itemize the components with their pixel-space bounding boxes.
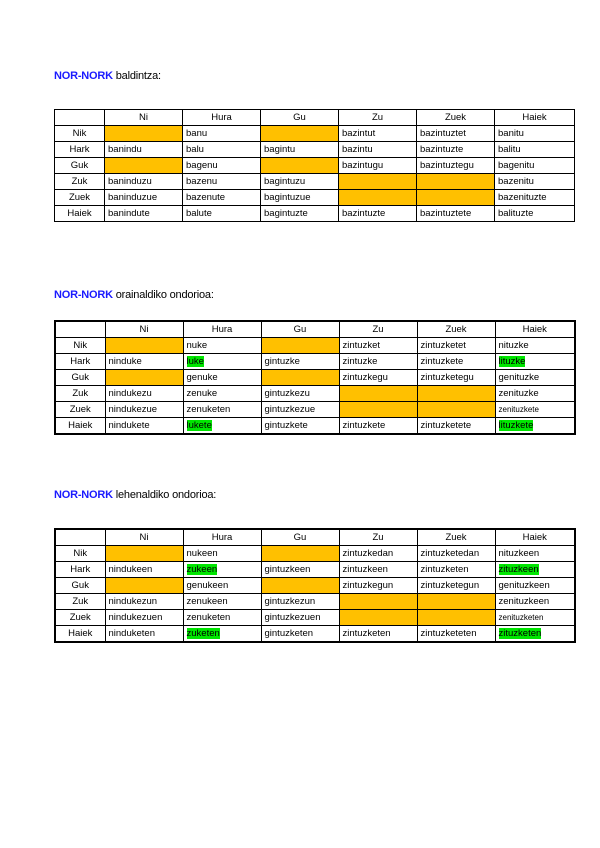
table-cell: zintuzkegun bbox=[339, 578, 417, 594]
table-cell: zintuzketedan bbox=[417, 546, 495, 562]
table-cell: bazenitu bbox=[495, 174, 575, 190]
table-cell: nindukezue bbox=[105, 402, 183, 418]
table-cell bbox=[339, 386, 417, 402]
highlighted-form: lituzkete bbox=[498, 419, 534, 431]
header-cell: Ni bbox=[105, 321, 183, 338]
table-cell: bazintuzte bbox=[417, 142, 495, 158]
table-cell: banitu bbox=[495, 126, 575, 142]
table-cell: bagintuzue bbox=[261, 190, 339, 206]
table-cell bbox=[105, 578, 183, 594]
table-cell: gintuzke bbox=[261, 354, 339, 370]
row-header: Hark bbox=[55, 562, 105, 578]
row-header: Hark bbox=[55, 354, 105, 370]
header-cell: Zuek bbox=[417, 321, 495, 338]
table-cell: banindu bbox=[105, 142, 183, 158]
table-cell: bagenu bbox=[183, 158, 261, 174]
table-cell: zenituzke bbox=[495, 386, 575, 402]
table-cell bbox=[495, 354, 575, 370]
conjugation-table-lehenaldiko bbox=[54, 528, 576, 643]
table-cell: bazenu bbox=[183, 174, 261, 190]
table-cell bbox=[339, 402, 417, 418]
table-cell bbox=[417, 386, 495, 402]
table-cell: gintuzkete bbox=[261, 418, 339, 435]
header-cell bbox=[55, 321, 105, 338]
table-cell: ninduketen bbox=[105, 626, 183, 643]
table-cell bbox=[339, 610, 417, 626]
section-title-text: lehenaldiko ondorioa: bbox=[112, 489, 217, 501]
table-cell: gintuzkezun bbox=[261, 594, 339, 610]
table-cell: zenituzkete bbox=[495, 402, 575, 418]
table-cell: bazintugu bbox=[339, 158, 417, 174]
table-cell bbox=[339, 594, 417, 610]
table-cell bbox=[183, 418, 261, 435]
section-title-text: orainaldiko ondorioa: bbox=[112, 289, 214, 301]
table-cell: zintuzketegu bbox=[417, 370, 495, 386]
header-cell: Haiek bbox=[495, 321, 575, 338]
row-header: Haiek bbox=[55, 626, 105, 643]
table-row bbox=[55, 578, 575, 594]
row-header: Zuek bbox=[55, 610, 105, 626]
header-cell: Zuek bbox=[417, 110, 495, 126]
section-keyword: NOR-NORK bbox=[54, 489, 113, 501]
table-cell: zintuzketen bbox=[339, 626, 417, 643]
table-row bbox=[55, 142, 575, 158]
table-cell bbox=[417, 190, 495, 206]
table-cell bbox=[261, 546, 339, 562]
row-header: Guk bbox=[55, 578, 105, 594]
table-cell: ninduke bbox=[105, 354, 183, 370]
table-cell: zintuzketete bbox=[417, 418, 495, 435]
table-cell: gintuzketen bbox=[261, 626, 339, 643]
highlighted-form: zituzketen bbox=[498, 627, 542, 639]
table-cell bbox=[417, 402, 495, 418]
table-cell: gintuzkezuen bbox=[261, 610, 339, 626]
row-header: Nik bbox=[55, 338, 105, 354]
highlighted-form: lukete bbox=[186, 419, 212, 431]
table-cell: balute bbox=[183, 206, 261, 222]
table-row bbox=[55, 562, 575, 578]
table-cell bbox=[261, 158, 339, 174]
header-cell: Ni bbox=[105, 110, 183, 126]
table-row bbox=[55, 386, 575, 402]
table-cell: zintuzketet bbox=[417, 338, 495, 354]
table-cell: bazintut bbox=[339, 126, 417, 142]
row-header: Guk bbox=[55, 370, 105, 386]
highlighted-form: lituzke bbox=[498, 355, 526, 367]
header-cell: Ni bbox=[105, 529, 183, 546]
table-cell bbox=[339, 190, 417, 206]
table-cell: balituzte bbox=[495, 206, 575, 222]
table-cell: bagintuzte bbox=[261, 206, 339, 222]
section-keyword: NOR-NORK bbox=[54, 70, 113, 82]
table-cell: zenuketen bbox=[183, 610, 261, 626]
highlighted-form: luke bbox=[186, 355, 204, 367]
table-cell bbox=[261, 370, 339, 386]
table-cell: zintuzkete bbox=[417, 354, 495, 370]
section-title-text: baldintza: bbox=[112, 70, 161, 82]
row-header: Haiek bbox=[55, 206, 105, 222]
table-cell bbox=[261, 126, 339, 142]
table-cell bbox=[105, 546, 183, 562]
table-row bbox=[55, 418, 575, 435]
table-cell: zintuzketegun bbox=[417, 578, 495, 594]
table-header-row bbox=[55, 529, 575, 546]
table-cell bbox=[417, 610, 495, 626]
header-cell bbox=[55, 110, 105, 126]
conjugation-table-orainaldiko bbox=[54, 320, 576, 435]
table-cell: bazenituzte bbox=[495, 190, 575, 206]
table-cell: bazintuztet bbox=[417, 126, 495, 142]
table-cell: genituzke bbox=[495, 370, 575, 386]
table-cell: nukeen bbox=[183, 546, 261, 562]
table-header-row bbox=[55, 110, 575, 126]
table-cell: bagintu bbox=[261, 142, 339, 158]
table-row bbox=[55, 546, 575, 562]
header-cell: Gu bbox=[261, 321, 339, 338]
header-cell: Hura bbox=[183, 529, 261, 546]
table-cell: banindute bbox=[105, 206, 183, 222]
section-keyword: NOR-NORK bbox=[54, 289, 113, 301]
table-header-row bbox=[55, 321, 575, 338]
row-header: Nik bbox=[55, 126, 105, 142]
row-header: Haiek bbox=[55, 418, 105, 435]
table-row bbox=[55, 354, 575, 370]
table-cell: zintuzketeten bbox=[417, 626, 495, 643]
table-cell: balu bbox=[183, 142, 261, 158]
table-cell: bagenitu bbox=[495, 158, 575, 174]
table-cell bbox=[105, 158, 183, 174]
table-row bbox=[55, 402, 575, 418]
highlighted-form: zuketen bbox=[186, 627, 220, 639]
table-cell: bagintuzu bbox=[261, 174, 339, 190]
highlighted-form: zituzkeen bbox=[498, 563, 539, 575]
table-row bbox=[55, 610, 575, 626]
highlighted-form: zukeen bbox=[186, 563, 218, 575]
header-cell: Zu bbox=[339, 110, 417, 126]
table-cell: nindukete bbox=[105, 418, 183, 435]
header-cell: Hura bbox=[183, 110, 261, 126]
table-row bbox=[55, 370, 575, 386]
table-cell: banu bbox=[183, 126, 261, 142]
table-cell bbox=[339, 174, 417, 190]
header-cell: Haiek bbox=[495, 110, 575, 126]
table-cell: nindukeen bbox=[105, 562, 183, 578]
table-cell: genukeen bbox=[183, 578, 261, 594]
table-cell: zintuzkedan bbox=[339, 546, 417, 562]
row-header: Zuk bbox=[55, 174, 105, 190]
row-header: Zuk bbox=[55, 594, 105, 610]
table-cell: zintuzkete bbox=[339, 418, 417, 435]
row-header: Zuek bbox=[55, 402, 105, 418]
section-title-orainaldiko bbox=[54, 289, 214, 301]
table-cell: nindukezuen bbox=[105, 610, 183, 626]
table-cell: bazenute bbox=[183, 190, 261, 206]
header-cell: Hura bbox=[183, 321, 261, 338]
header-cell bbox=[55, 529, 105, 546]
table-cell: zintuzket bbox=[339, 338, 417, 354]
row-header: Hark bbox=[55, 142, 105, 158]
table-cell: zenituzketen bbox=[495, 610, 575, 626]
table-cell: zintuzketen bbox=[417, 562, 495, 578]
table-cell: nindukezu bbox=[105, 386, 183, 402]
header-cell: Zu bbox=[339, 529, 417, 546]
table-row bbox=[55, 190, 575, 206]
table-cell bbox=[261, 578, 339, 594]
table-row bbox=[55, 626, 575, 643]
table-cell: zintuzke bbox=[339, 354, 417, 370]
table-cell bbox=[183, 562, 261, 578]
section-title-baldintza bbox=[54, 70, 161, 82]
table-cell: zenuke bbox=[183, 386, 261, 402]
row-header: Zuk bbox=[55, 386, 105, 402]
table-row bbox=[55, 174, 575, 190]
table-cell bbox=[417, 594, 495, 610]
table-cell bbox=[417, 174, 495, 190]
row-header: Zuek bbox=[55, 190, 105, 206]
table-cell: bazintuzte bbox=[339, 206, 417, 222]
table-cell: nituzke bbox=[495, 338, 575, 354]
header-cell: Haiek bbox=[495, 529, 575, 546]
table-cell: balitu bbox=[495, 142, 575, 158]
header-cell: Gu bbox=[261, 529, 339, 546]
table-row bbox=[55, 338, 575, 354]
header-cell: Zuek bbox=[417, 529, 495, 546]
conjugation-table-baldintza bbox=[54, 109, 575, 222]
table-row bbox=[55, 594, 575, 610]
table-cell: baninduzu bbox=[105, 174, 183, 190]
table-cell: nuke bbox=[183, 338, 261, 354]
table-cell: bazintuztete bbox=[417, 206, 495, 222]
table-cell: gintuzkezu bbox=[261, 386, 339, 402]
table-cell: zintuzkegu bbox=[339, 370, 417, 386]
table-cell: genuke bbox=[183, 370, 261, 386]
row-header: Nik bbox=[55, 546, 105, 562]
table-cell: baninduzue bbox=[105, 190, 183, 206]
table-cell bbox=[105, 338, 183, 354]
table-row bbox=[55, 126, 575, 142]
table-cell bbox=[183, 354, 261, 370]
table-cell: gintuzkeen bbox=[261, 562, 339, 578]
table-cell: zenituzkeen bbox=[495, 594, 575, 610]
row-header: Guk bbox=[55, 158, 105, 174]
header-cell: Gu bbox=[261, 110, 339, 126]
table-cell: nituzkeen bbox=[495, 546, 575, 562]
table-cell: bazintu bbox=[339, 142, 417, 158]
table-cell: zintuzkeen bbox=[339, 562, 417, 578]
table-cell: zenuketen bbox=[183, 402, 261, 418]
table-row bbox=[55, 206, 575, 222]
table-cell bbox=[495, 418, 575, 435]
table-cell bbox=[261, 338, 339, 354]
table-cell bbox=[495, 562, 575, 578]
table-cell: genituzkeen bbox=[495, 578, 575, 594]
table-row bbox=[55, 158, 575, 174]
header-cell: Zu bbox=[339, 321, 417, 338]
table-cell bbox=[183, 626, 261, 643]
table-cell: nindukezun bbox=[105, 594, 183, 610]
table-cell bbox=[105, 370, 183, 386]
table-cell: bazintuztegu bbox=[417, 158, 495, 174]
table-cell bbox=[105, 126, 183, 142]
section-title-lehenaldiko bbox=[54, 489, 216, 501]
table-cell bbox=[495, 626, 575, 643]
table-cell: zenukeen bbox=[183, 594, 261, 610]
table-cell: gintuzkezue bbox=[261, 402, 339, 418]
